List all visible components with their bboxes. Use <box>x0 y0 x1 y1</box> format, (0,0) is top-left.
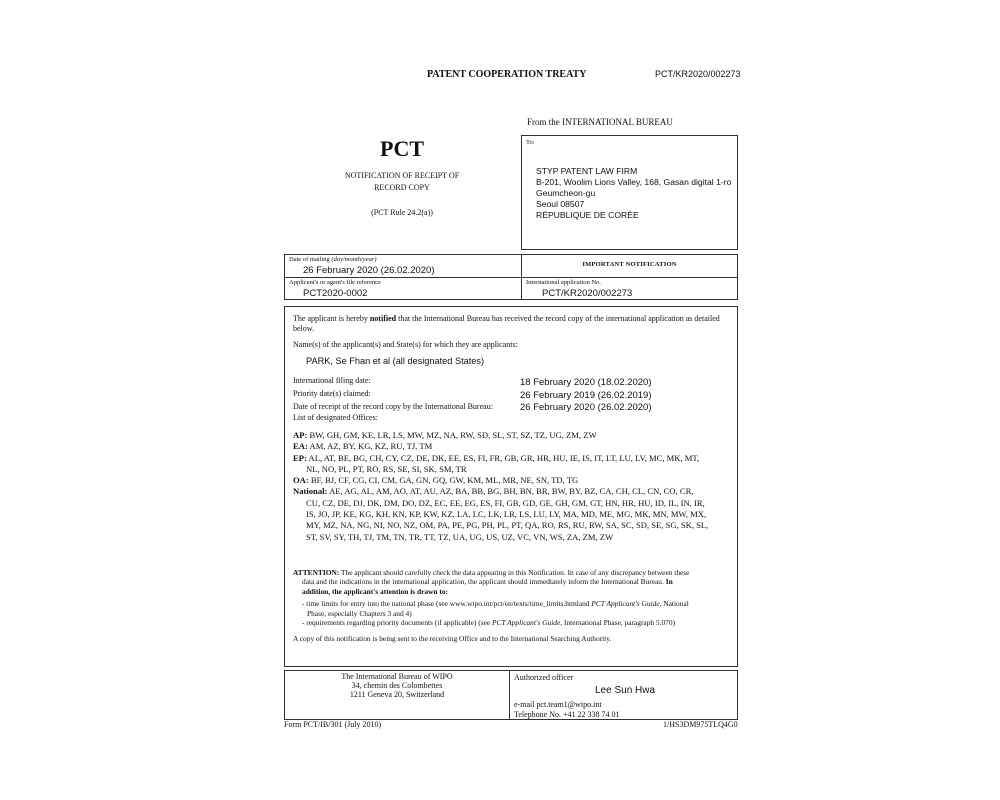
officer-email: e-mail pct.team1@wipo.int <box>514 700 602 709</box>
office-oa: OA: BF, BJ, CF, CG, CI, CM, GA, GN, GQ, GW, KM, ML, MR, NE, SN, TD, TG <box>293 475 579 486</box>
to-label: To: <box>526 139 535 146</box>
address-line-3: Geumcheon-gu <box>536 188 596 198</box>
attention-bullet-1: - time limits for entry into the national phase (see www.wipo.int/pct/en/texts/time_limits.htmland PCT Applicant's Guide, National <box>302 599 689 609</box>
important-notification: IMPORTANT NOTIFICATION <box>582 261 677 268</box>
mailing-date-box <box>284 254 522 278</box>
address-line-1: STYP PATENT LAW FIRM <box>536 166 638 176</box>
notification-title-line-1: NOTIFICATION OF RECEIPT OF <box>344 171 460 180</box>
record-copy-receipt-label: Date of receipt of the record copy by the International Bureau: <box>293 402 493 411</box>
office-national: National: AE, AG, AL, AM, AO, AT, AU, AZ, BA, BB, BG, BH, BN, BR, BW, BY, BZ, CA, CH, CL, CN, CO, CR, <box>293 486 694 497</box>
authorized-officer-name: Lee Sun Hwa <box>595 685 656 696</box>
international-bureau-address <box>285 673 509 699</box>
notification-title <box>330 170 474 194</box>
document-code: 1/HS3DM975TLQ4G0 <box>663 720 738 729</box>
attention-bullet-2: - requirements regarding priority documents (if applicable) (see PCT Applicant's Guide, International Phase, paragraph 5.070) <box>302 618 676 628</box>
copy-note: A copy of this notification is being sent to the receiving Office and to the International Searching Authority. <box>293 634 612 644</box>
pct-title: PCT <box>380 136 424 161</box>
from-international-bureau: From the INTERNATIONAL BUREAU <box>527 117 673 127</box>
important-notification-box <box>521 254 738 278</box>
treaty-title: PATENT COOPERATION TREATY <box>427 69 587 80</box>
address-line-5: RÉPUBLIQUE DE CORÉE <box>536 210 639 220</box>
priority-date-value: 26 February 2019 (26.02.2019) <box>520 390 652 401</box>
footer-divider <box>509 671 510 719</box>
office-national-cont-4: ST, SV, SY, TH, TJ, TM, TN, TR, TT, TZ, UA, UG, US, UZ, VC, VN, WS, ZA, ZM, ZW <box>306 531 614 542</box>
attention-line-2: data and the indications in the international application, the applicant should immediately inform the International Bureau. In <box>302 577 673 587</box>
office-ep-cont: NL, NO, PL, PT, RO, RS, SE, SI, SK, SM, TR <box>306 463 467 474</box>
mailing-date-value: 26 February 2020 (26.02.2020) <box>303 265 435 276</box>
priority-date-label: Priority date(s) claimed: <box>293 389 371 398</box>
international-application-label: International application No. <box>526 279 601 286</box>
attention-bullet-1-cont: Phase, especially Chapters 3 and 4) <box>307 608 412 618</box>
ib-line-1: The International Bureau of WIPO <box>341 672 453 681</box>
officer-telephone: Telephone No. +41 22 338 74 01 <box>514 710 620 719</box>
notification-title-line-2: RECORD COPY <box>374 183 430 192</box>
international-application-box <box>521 277 738 300</box>
office-ea: EA: AM, AZ, BY, KG, KZ, RU, TJ, TM <box>293 441 433 452</box>
filing-date-label: International filing date: <box>293 376 371 385</box>
office-national-cont-1: CU, CZ, DE, DJ, DK, DM, DO, DZ, EC, EE, EG, ES, FI, GB, GD, GE, GH, GM, GT, HN, HR, HU, ID, IL, IN, IR, <box>306 497 705 508</box>
footer-box <box>284 670 738 720</box>
office-national-cont-2: IS, JO, JP, KE, KG, KH, KN, KP, KW, KZ, LA, LC, LK, LR, LS, LU, LY, MA, MD, ME, MG, MK, MN, MW, MX, <box>306 509 707 520</box>
file-reference-value: PCT2020-0002 <box>303 288 368 299</box>
office-national-cont-3: MY, MZ, NA, NG, NI, NO, NZ, OM, PA, PE, PG, PH, PL, PT, QA, RO, RS, RU, RW, SA, SC, SD, SE, SG, SK, SL, <box>306 520 709 531</box>
applicant-name: PARK, Se Fhan et al (all designated States) <box>306 356 485 366</box>
international-application-value: PCT/KR2020/002273 <box>542 288 633 299</box>
mailing-date-label: Date of mailing (day/month/year) <box>289 256 377 263</box>
form-number: Form PCT/IB/301 (July 2010) <box>284 720 382 729</box>
record-copy-receipt-value: 26 February 2020 (26.02.2020) <box>520 402 652 413</box>
attention-line-1: ATTENTION: The applicant should carefully check the data appearing in this Notification. In case of any discrepancy between these <box>293 568 690 577</box>
ib-line-3: 1211 Geneva 20, Switzerland <box>349 689 445 699</box>
office-ep: EP: AL, AT, BE, BG, CH, CY, CZ, DE, DK, EE, ES, FI, FR, GB, GR, HR, HU, IE, IS, IT, LT, LU, LV, MC, MK, MT, <box>293 452 700 463</box>
header-application-number: PCT/KR2020/002273 <box>655 69 741 79</box>
file-reference-label: Applicant's or agent's file reference <box>289 279 381 286</box>
ib-line-2: 34, chemin des Colombettes <box>351 680 443 690</box>
file-reference-box <box>284 277 522 300</box>
address-line-2: B-201, Woolim Lions Valley, 168, Gasan digital 1-ro <box>536 177 732 187</box>
designated-offices-list <box>293 430 735 543</box>
applicant-names-label: Name(s) of the applicant(s) and State(s) for which they are applicants: <box>293 340 518 349</box>
address-box <box>521 135 738 250</box>
intro-text: The applicant is hereby notified that the International Bureau has received the record copy of the international application as detailed below. <box>293 314 720 333</box>
authorized-officer-label: Authorized officer <box>514 673 574 682</box>
attention-line-3: addition, the applicant's attention is drawn to: <box>302 586 448 596</box>
designated-offices-label: List of designated Offices: <box>293 413 378 422</box>
pct-rule: (PCT Rule 24.2(a)) <box>371 208 433 217</box>
attention-block <box>293 568 735 644</box>
office-ap: AP: BW, GH, GM, KE, LR, LS, MW, MZ, NA, RW, SD, SL, ST, SZ, TZ, UG, ZM, ZW <box>293 430 597 440</box>
address-line-4: Seoul 08507 <box>536 199 585 209</box>
address-lines <box>536 166 731 221</box>
filing-date-value: 18 February 2020 (18.02.2020) <box>520 377 652 388</box>
